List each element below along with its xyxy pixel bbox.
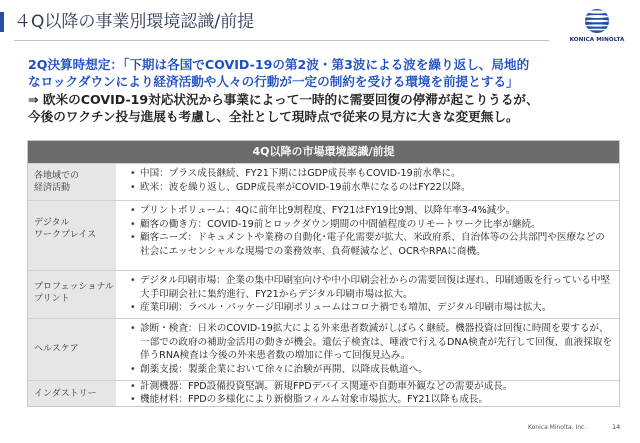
assumption-line: 2Q決算時想定：「下期は各国でCOVID-19の第2波・第3波による波を繰り返し、局地的 — [28, 57, 530, 72]
bullet-item: • デジタル印刷市場：企業の集中印刷室向けや中小印刷会社からの需要回復は遅れ、印刷通販を行っている中堅大手印刷会社に集約進行、FY21からデジタル印刷市場は拡大。 — [130, 274, 613, 301]
bullet-item: • 中国：プラス成長継続、FY21下期にはGDP成長率もCOVID-19前水準に。 — [130, 167, 613, 181]
bullet-item: • 計測機器：FPD設備投資堅調。新規FPDデバイス関連や自動車外観などの需要が成長。 — [130, 381, 613, 394]
row-label-line: 経済活動 — [34, 183, 71, 193]
assumption-statement — [28, 56, 628, 90]
row-label — [28, 201, 116, 270]
assumption-line: なロックダウンにより経済活動や人々の行動が一定の制約を受ける環境を前提とする」 — [28, 74, 519, 89]
bullet-item: • 産業印刷：ラベル・パッケージ印刷ボリュームはコロナ禍でも増加、デジタル印刷市場は拡大。 — [130, 301, 613, 315]
row-content — [116, 164, 619, 200]
market-environment-table — [27, 140, 620, 407]
row-label-line: プロフェッショナル — [34, 282, 114, 292]
row-label — [28, 271, 116, 318]
bullet-item: • 顧客の働き方：COVID-19前とロックダウン期間の中間値程度のリモートワーク比率が継続。 — [130, 218, 613, 232]
bullet-item: • 創薬支援：製薬企業において徐々に治験が再開、以降成長軌道へ。 — [130, 363, 613, 377]
table-row — [28, 380, 619, 406]
row-label-line: ワークプレイス — [34, 230, 97, 240]
row-label-line: ヘルスケア — [34, 344, 79, 354]
bullet-item: • 機能材料：FPDの多様化により新樹脂フィルム対象市場拡大。FY21以降も成長。 — [130, 394, 613, 407]
company-logo — [564, 8, 628, 54]
row-label — [28, 319, 116, 380]
row-label — [28, 381, 116, 406]
table-row — [28, 163, 619, 200]
page-number: 14 — [612, 423, 621, 431]
conclusion-line: 今後のワクチン投与進展も考慮し、全社として現時点で従来の見方に大きな変更無し。 — [28, 109, 519, 124]
row-content — [116, 201, 619, 270]
table-row — [28, 318, 619, 380]
bullet-item: • 顧客ニーズ：ドキュメントや業務の自動化･電子化需要が拡大、米政府系、自治体等の公共部門や医療などの社会にエッセンシャルな現場での業務效率、負荷軽減など、OCRやRPAに商機。 — [130, 231, 613, 258]
row-label-line: インダストリー — [34, 389, 97, 399]
table-row — [28, 270, 619, 318]
row-content — [116, 381, 619, 406]
row-label-line: プリント — [34, 294, 70, 304]
conclusion-statement — [28, 91, 628, 125]
title-accent-bar — [0, 12, 4, 32]
conclusion-line: ⇒ 欧米のCOVID-19対応状況から事業によって一時的に需要回復の停滞が起こりうるが、 — [28, 92, 539, 107]
title-bar — [0, 10, 560, 34]
title-divider — [14, 40, 549, 41]
bullet-item: • 欧米：波を繰り返し、GDP成長率がCOVID-19前水準になるのはFY22以降。 — [130, 181, 613, 195]
row-label — [28, 164, 116, 200]
row-content — [116, 271, 619, 318]
table-header: 4Q以降の市場環境認識/前提 — [28, 141, 619, 163]
page-title: ４Q以降の事業別環境認識/前提 — [14, 12, 255, 32]
logo-wordmark: KONICA MINOLTA — [569, 37, 625, 43]
row-label-line: デジタル — [34, 218, 70, 228]
bullet-item: • 診断・検査：日米のCOVID-19拡大による外来患者数減がしばらく継続。機器投資は回復に時間を要するが、一部での政府の補助金活用の動きが機会。遺伝子検査は、唾液で行えるDNA検査が先行して回復、血液採取を伴うRNA検査は今後の外来患者数の増加に伴って回復見込み。 — [130, 322, 613, 363]
bullet-item: • プリントボリューム：4Qに前年比9割程度、FY21はFY19比9割、以降年率3-4%減少。 — [130, 204, 613, 218]
row-label-line: 各地域での — [34, 171, 80, 181]
table-row — [28, 200, 619, 270]
footer-company: Konica Minolta, Inc. — [528, 424, 587, 431]
globe-logo-icon — [584, 8, 610, 34]
row-content — [116, 319, 619, 380]
